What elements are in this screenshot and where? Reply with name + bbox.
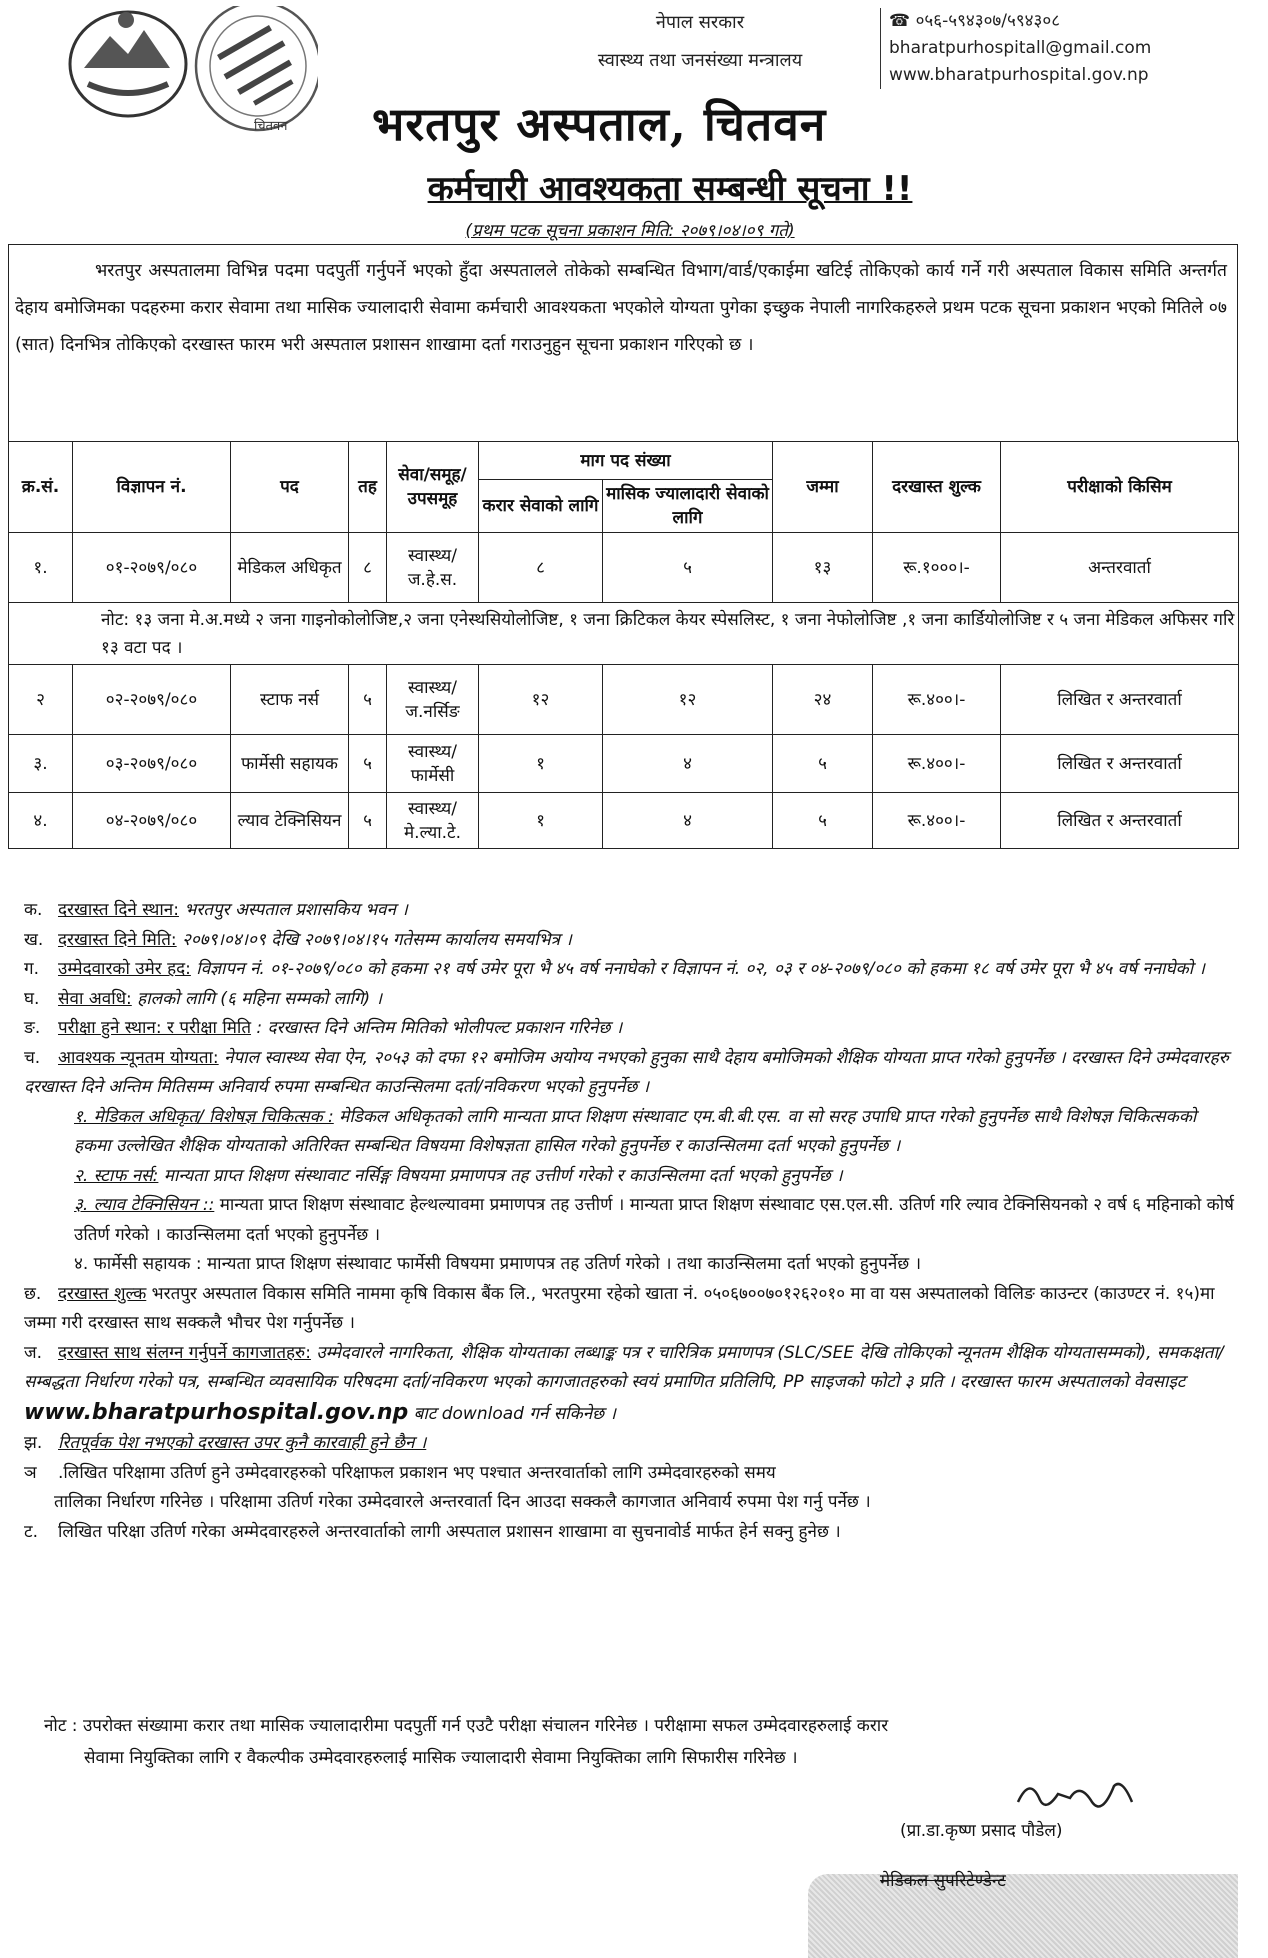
notice-title: कर्मचारी आवश्यकता सम्बन्धी सूचना !! — [427, 169, 913, 209]
header-service: सेवा/समूह/उपसमूह — [387, 442, 479, 533]
government-label: नेपाल सरकार — [655, 12, 745, 33]
cell-contract: १ — [479, 793, 603, 849]
cell-contract: १ — [479, 735, 603, 793]
header-wage: मासिक ज्यालादारी सेवाको लागि — [603, 480, 773, 533]
cell-exam: लिखित र अन्तरवार्ता — [1001, 793, 1239, 849]
clause-key: छ. — [24, 1283, 42, 1304]
cell-post: स्टाफ नर्स — [231, 665, 349, 735]
cell-contract: ८ — [479, 533, 603, 603]
clause-label: दरखास्त शुल्क — [58, 1283, 147, 1304]
cell-wage: १२ — [603, 665, 773, 735]
clause-label: आवश्यक न्यूनतम योग्यता: — [58, 1047, 219, 1068]
ministry-label: स्वास्थ्य तथा जनसंख्या मन्त्रालय — [597, 50, 803, 71]
cell-fee: रू.१०००।- — [873, 533, 1001, 603]
cell-wage: ४ — [603, 735, 773, 793]
official-stamp-icon — [808, 1874, 1238, 1958]
header-demand: माग पद संख्या — [479, 442, 773, 480]
clause-ka — [24, 896, 1238, 926]
cell-level: ५ — [349, 793, 387, 849]
table-row — [9, 665, 1239, 735]
clause-text: भरतपुर अस्पताल प्रशासकिय भवन । — [178, 900, 408, 920]
clause-nga — [24, 1014, 1238, 1044]
table-row — [9, 793, 1239, 849]
clause-key: घ. — [24, 988, 40, 1009]
clause-key: क. — [24, 900, 43, 920]
clause-text: .लिखित परिक्षामा उतिर्ण हुने उम्मेदवारहरुको परिक्षाफल प्रकाशन भए पश्चात अन्तरवार्ताको लागि उम्मेदवारहरुको समय — [58, 1462, 776, 1483]
header-exam: परीक्षाको किसिम — [1001, 442, 1239, 533]
header-fee: दरखास्त शुल्क — [873, 442, 1001, 533]
clause-key: ङ. — [24, 1018, 41, 1038]
qualification-text: मेडिकल अधिकृतको लागि मान्यता प्राप्त शिक्षण संस्थावाट एम.बी.बी.एस. वा सो सरह उपाधि प्राप्त गरेको हुनुपर्नेछ साथै विशेषज्ञ चिकित्सकको हकमा उल्लेखित शैक्षिक योग्यताको अतिरिक्त सम्बन्धित विषयमा विशेषज्ञता हासिल गरेको हुनुपर्नेछ र काउन्सिलमा दर्ता भएको हुनुपर्नेछ । — [74, 1106, 1197, 1156]
qualification-pharmacy-assistant — [24, 1250, 1238, 1280]
clause-cha — [24, 1044, 1238, 1103]
clause-label: दरखास्त साथ संलग्न गर्नुपर्ने कागजातहरु: — [58, 1342, 311, 1363]
clause-text: लिखित परिक्षा उतिर्ण गरेका अम्मेदवारहरुले अन्तरवार्ताको लागी अस्पताल प्रशासन शाखामा वा सुचनावोर्ड मार्फत हेर्न सक्नु हुनेछ । — [58, 1521, 841, 1542]
cell-service: स्वास्थ्य/ ज.नर्सिङ — [387, 665, 479, 735]
clause-kha — [24, 926, 1238, 956]
phone-number: ☎ ०५६-५९४३०७/५९४३०८ — [889, 11, 1061, 31]
clause-text: २०७९।०४।०९ देखि २०७९।०४।१५ गतेसम्म कार्यालय समयभित्र । — [176, 929, 572, 950]
cell-level: ५ — [349, 665, 387, 735]
clause-label: सेवा अवधि: — [58, 988, 132, 1009]
cell-fee: रू.४००।- — [873, 665, 1001, 735]
email-address[interactable]: bharatpurhospitall@gmail.com — [889, 38, 1152, 58]
final-note-line: सेवामा नियुक्तिका लागि र वैकल्पीक उम्मेदवारहरुलाई मासिक ज्यालादारी सेवामा नियुक्तिका लागि सिफारीस गरिनेछ । — [84, 1748, 798, 1768]
header-contract: करार सेवाको लागि — [479, 480, 603, 533]
government-seal-icon — [58, 6, 318, 138]
cell-level: ८ — [349, 533, 387, 603]
final-note — [44, 1710, 1224, 1774]
qualification-label: ३. ल्याव टेक्निसियन :: — [74, 1195, 215, 1215]
qualification-medical-officer — [24, 1103, 1238, 1162]
clause-key: ख. — [24, 929, 44, 950]
table-note-row — [9, 603, 1239, 665]
signatory-name: (प्रा.डा.कृष्ण प्रसाद पौडेल) — [900, 1821, 1063, 1841]
cell-total: २४ — [773, 665, 873, 735]
cell-service: स्वास्थ्य/ मे.ल्या.टे. — [387, 793, 479, 849]
clause-label: दरखास्त दिने स्थान: — [58, 900, 179, 920]
clause-text: भरतपुर अस्पताल विकास समिति नाममा कृषि विकास बैंक लि., भरतपुरमा रहेको खाता नं. ०५०६७००७०१२६२०१० मा वा यस अस्पतालको विलिङ काउन्टर (काउण्टर नं. १५)मा जम्मा गरी दरखास्त साथ सक्कलै भौचर पेश गर्नुपर्नेछ । — [24, 1283, 1215, 1333]
cell-sn: ४. — [9, 793, 73, 849]
vacancy-table — [8, 441, 1239, 849]
cell-level: ५ — [349, 735, 387, 793]
clause-gha — [24, 985, 1238, 1015]
signatory-title: मेडिकल सुपरिटेण्डेन्ट — [880, 1871, 1006, 1891]
clause-key: झ. — [24, 1433, 43, 1453]
cell-ad-no: ०४-२०७९/०८० — [73, 793, 231, 849]
svg-text:चितवन: चितवन — [254, 119, 288, 134]
header-level: तह — [349, 442, 387, 533]
table-row — [9, 533, 1239, 603]
qualification-lab-technician — [24, 1191, 1238, 1250]
qualification-text: मान्यता प्राप्त शिक्षण संस्थावाट हेल्थल्यावमा प्रमाणपत्र तह उत्तीर्ण । मान्यता प्राप्त शिक्षण संस्थावाट एस.एल.सी. उतिर्ण गरि ल्याव टेक्निसियनको २ वर्ष ६ महिनाको कोर्ष उतिर्ण गरेको । काउन्सिलमा दर्ता भएको हुनुपर्नेछ । — [74, 1195, 1234, 1245]
table-row — [9, 735, 1239, 793]
qualification-text: मान्यता प्राप्त शिक्षण संस्थावाट नर्सिङ्ग विषयमा प्रमाणपत्र तह उत्तीर्ण गरेको र काउन्सिलमा दर्ता भएको हुनुपर्नेछ । — [158, 1165, 843, 1186]
clause-ga — [24, 955, 1238, 985]
clause-text: तालिका निर्धारण गरिनेछ । परिक्षामा उतिर्ण गरेका उम्मेदवारले अन्तरवार्ता दिन आउदा सक्कलै कागजात अनिवार्य रुपमा पेश गर्नु पर्नेछ । — [54, 1492, 871, 1512]
clause-text: रितपूर्वक पेश नभएको दरखास्त उपर कुनै कारवाही हुने छैन । — [58, 1433, 427, 1453]
clause-key: ज. — [24, 1342, 43, 1363]
cell-contract: १२ — [479, 665, 603, 735]
cell-exam: लिखित र अन्तरवार्ता — [1001, 665, 1239, 735]
cell-sn: १. — [9, 533, 73, 603]
cell-total: ५ — [773, 793, 873, 849]
clause-label: दरखास्त दिने मिति: — [58, 929, 177, 950]
cell-exam: अन्तरवार्ता — [1001, 533, 1239, 603]
clause-ja — [24, 1339, 1238, 1430]
clause-label: उम्मेदवारको उमेर हद: — [58, 959, 191, 979]
clause-text: नेपाल स्वास्थ्य सेवा ऐन, २०५३ को दफा १२ बमोजिम अयोग्य नभएको हुनुका साथै देहाय बमोजिमको शैक्षिक योग्यता प्राप्त गरेको हुनुपर्नेछ । दरखास्त दिने उम्मेदवारहरु दरखास्त दिने अन्तिम मितिसम्म अनिवार्य रुपमा सम्बन्धित काउन्सिलमा दर्ता/नविकरण भएको हुनुपर्नेछ । — [24, 1047, 1229, 1097]
clause-nya-continued — [24, 1488, 1238, 1518]
clause-label: परीक्षा हुने स्थान: र परीक्षा मिति — [58, 1018, 252, 1038]
cell-fee: रू.४००।- — [873, 735, 1001, 793]
clause-key: ट. — [24, 1521, 38, 1542]
header-ad-no: विज्ञापन नं. — [73, 442, 231, 533]
cell-sn: ३. — [9, 735, 73, 793]
cell-service: स्वास्थ्य/ ज.हे.स. — [387, 533, 479, 603]
clause-text: हालको लागि (६ महिना सम्मको लागि) । — [131, 988, 383, 1009]
cell-note: नोट: १३ जना मे.अ.मध्ये २ जना गाइनोकोलोजिष्ट,२ जना एनेस्थसियोलोजिष्ट, १ जना क्रिटिकल केयर स्पेसलिस्ट, १ जना नेफोलोजिष्ट ,१ जना कार्डियोलोजिष्ट र ५ जना मेडिकल अफिसर गरि १३ वटा पद । — [9, 603, 1239, 665]
clause-ta — [24, 1518, 1238, 1548]
clause-key: ग. — [24, 959, 39, 979]
cell-wage: ४ — [603, 793, 773, 849]
cell-sn: २ — [9, 665, 73, 735]
clause-key: च. — [24, 1047, 41, 1068]
header-sn: क्र.सं. — [9, 442, 73, 533]
clause-text: विज्ञापन नं. ०१-२०७९/०८० को हकमा २१ वर्ष उमेर पूरा भै ४५ वर्ष ननाघेको र विज्ञापन नं. ०२, ०३ र ०४-२०७९/०८० को हकमा १८ वर्ष उमेर पूरा भै ४५ वर्ष ननाघेको । — [190, 959, 1205, 979]
cell-post: ल्याव टेक्निसियन — [231, 793, 349, 849]
intro-text: भरतपुर अस्पतालमा विभिन्न पदमा पदपुर्ती गर्नुपर्ने भएको हुँदा अस्पतालले तोकेको सम्बन्धित विभाग/वार्ड/एकाईमा खटिई तोकिएको कार्य गर्ने गरी अस्पताल विकास समिति अन्तर्गत देहाय बमोजिमका पदहरुमा करार सेवामा तथा मासिक ज्यालादारी सेवामा कर्मचारी आवश्यकता भएकोले योग्यता पुगेका इच्छुक नेपाली नागरिकहरुले प्रथम पटक सूचना प्रकाशन भएको मितिले ०७ (सात) दिनभित्र तोकिएको दरखास्त फारम भरी अस्पताल प्रशासन शाखामा दर्ता गराउनुहुन सूचना प्रकाशन गरिएको छ । — [15, 261, 1227, 355]
website-link[interactable]: www.bharatpurhospital.gov.np — [889, 65, 1149, 85]
cell-exam: लिखित र अन्तरवार्ता — [1001, 735, 1239, 793]
header-post: पद — [231, 442, 349, 533]
cell-service: स्वास्थ्य/ फार्मेसी — [387, 735, 479, 793]
final-note-line: नोट : उपरोक्त संख्यामा करार तथा मासिक ज्यालादारीमा पदपुर्ती गर्न एउटै परीक्षा संचालन गरिनेछ । परीक्षामा सफल उम्मेदवारहरुलाई करार — [44, 1716, 889, 1736]
cell-wage: ५ — [603, 533, 773, 603]
qualification-text: ४. फार्मेसी सहायक : मान्यता प्राप्त शिक्षण संस्थावाट फार्मेसी विषयमा प्रमाणपत्र तह उतिर्ण गरेको । तथा काउन्सिलमा दर्ता भएको हुनुपर्नेछ । — [74, 1254, 922, 1274]
cell-ad-no: ०२-२०७९/०८० — [73, 665, 231, 735]
intro-paragraph-box — [8, 244, 1238, 442]
contact-block — [880, 8, 1151, 89]
cell-total: १३ — [773, 533, 873, 603]
cell-post: फार्मेसी सहायक — [231, 735, 349, 793]
conditions-list — [24, 896, 1238, 1547]
qualification-label: १. मेडिकल अधिकृत/ विशेषज्ञ चिकित्सक : — [74, 1106, 334, 1127]
qualification-label: २. स्टाफ नर्स: — [74, 1165, 159, 1186]
cell-fee: रू.४००।- — [873, 793, 1001, 849]
clause-text: उम्मेदवारले नागरिकता, शैक्षिक योग्यताका लब्धाङ्क पत्र र चारित्रिक प्रमाणपत्र (SLC/SEE देखि तोकिएको न्यूनतम शैक्षिक योग्यतासम्मको), समकक्षता/सम्बद्धता निर्धारण गरेको पत्र, सम्बन्धित व्यवसायिक परिषदमा दर्ता/नविकरण भएको कागजातहरुको स्वयं प्रमाणित प्रतिलिपि, PP साइजको फोटो ३ प्रति । दरखास्त फारम अस्पतालको वेवसाइट — [24, 1342, 1224, 1392]
clause-chha — [24, 1280, 1238, 1339]
website-link[interactable]: www.bharatpurhospital.gov.np — [24, 1399, 409, 1425]
qualification-staff-nurse — [24, 1162, 1238, 1192]
hospital-name: भरतपुर अस्पताल, चितवन — [372, 97, 827, 151]
clause-nya — [24, 1459, 1238, 1489]
clause-jha — [24, 1429, 1238, 1459]
cell-ad-no: ०३-२०७९/०८० — [73, 735, 231, 793]
signature-icon — [1010, 1772, 1140, 1822]
cell-total: ५ — [773, 735, 873, 793]
table-header-row — [9, 442, 1239, 480]
clause-key: ञ — [24, 1462, 37, 1483]
header-total: जम्मा — [773, 442, 873, 533]
cell-post: मेडिकल अधिकृत — [231, 533, 349, 603]
clause-text: : दरखास्त दिने अन्तिम मितिको भोलीपल्ट प्रकाशन गरिनेछ । — [251, 1018, 623, 1038]
clause-text-tail: बाट download गर्न सकिनेछ । — [408, 1403, 616, 1424]
cell-ad-no: ०१-२०७९/०८० — [73, 533, 231, 603]
publication-date: (प्रथम पटक सूचना प्रकाशन मिति: २०७९।०४।०९ गते) — [465, 221, 795, 241]
